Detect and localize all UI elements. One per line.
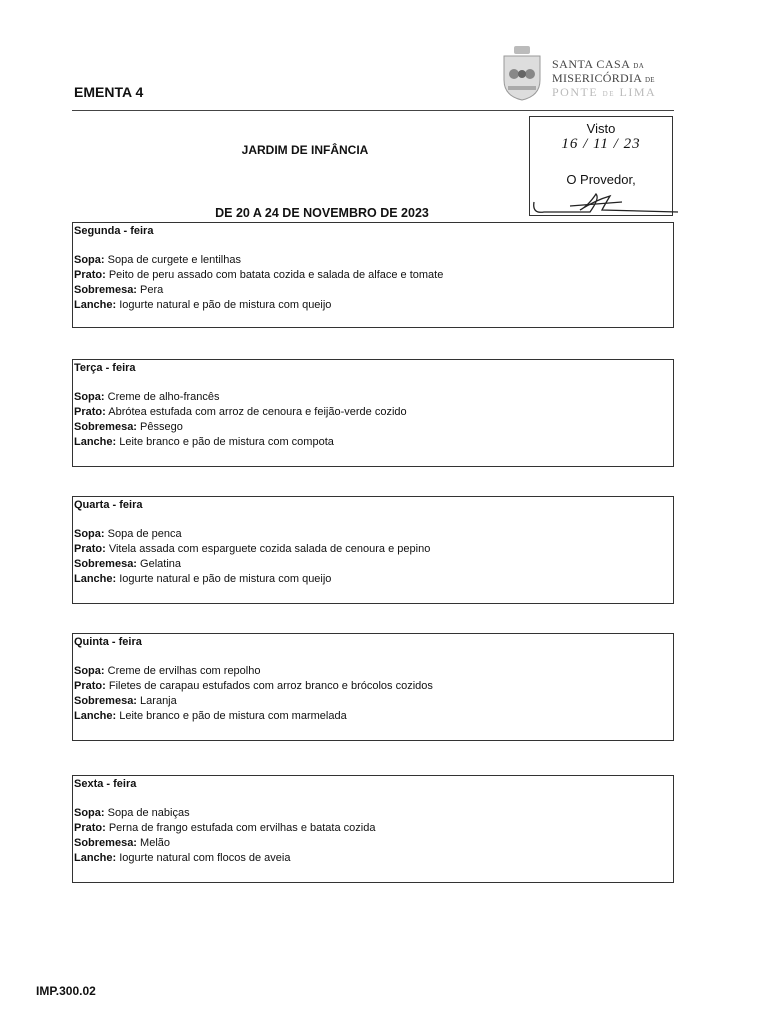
meal-sobremesa: Sobremesa: Pêssego	[74, 421, 183, 433]
header-divider	[72, 110, 674, 111]
meal-sobremesa: Sobremesa: Laranja	[74, 695, 177, 707]
day-box-wednesday	[72, 496, 674, 604]
meal-sopa: Sopa: Creme de alho-francês	[74, 391, 220, 403]
meal-lanche: Lanche: Iogurte natural com flocos de aveia	[74, 852, 291, 864]
form-code: IMP.300.02	[36, 984, 96, 998]
meal-prato: Prato: Peito de peru assado com batata cozida e salada de alface e tomate	[74, 269, 444, 281]
meal-prato: Prato: Filetes de carapau estufados com arroz branco e brócolos cozidos	[74, 680, 433, 692]
day-box-monday	[72, 222, 674, 328]
meal-lanche: Lanche: Iogurte natural e pão de mistura com queijo	[74, 299, 332, 311]
meal-sopa: Sopa: Sopa de curgete e lentilhas	[74, 254, 241, 266]
meal-sobremesa: Sobremesa: Melão	[74, 837, 171, 849]
meal-prato: Prato: Abrótea estufada com arroz de cenoura e feijão-verde cozido	[74, 406, 407, 418]
logo-text-line1-small: DA	[633, 62, 645, 70]
crest-icon	[498, 44, 546, 102]
day-name: Terça - feira	[74, 362, 136, 374]
logo-text-line3-small: DE	[602, 90, 616, 98]
meal-sobremesa: Sobremesa: Pera	[74, 284, 164, 296]
meal-sobremesa: Sobremesa: Gelatina	[74, 558, 182, 570]
day-box-friday	[72, 775, 674, 883]
day-name: Quarta - feira	[74, 499, 143, 511]
school-name: JARDIM DE INFÂNCIA	[241, 143, 369, 157]
meal-sopa: Sopa: Creme de ervilhas com repolho	[74, 665, 261, 677]
logo-text-line2-small: DE	[644, 76, 655, 84]
meal-sopa: Sopa: Sopa de nabiças	[74, 807, 190, 819]
logo-text-line2: MISERICÓRDIA	[552, 71, 642, 85]
day-name: Quinta - feira	[74, 636, 142, 648]
week-date-range: DE 20 A 24 DE NOVEMBRO DE 2023	[215, 206, 429, 220]
meal-prato: Prato: Perna de frango estufada com ervilhas e batata cozida	[74, 822, 376, 834]
logo-text-line1: SANTA CASA	[552, 57, 630, 71]
approval-provedor-label: O Provedor,	[566, 172, 636, 187]
logo-text-line3c: LIMA	[619, 85, 657, 99]
meal-lanche: Lanche: Leite branco e pão de mistura com marmelada	[74, 710, 347, 722]
menu-number-title: EMENTA 4	[74, 84, 144, 100]
day-box-thursday	[72, 633, 674, 741]
approval-visto-label: Visto	[586, 121, 616, 136]
meal-lanche: Lanche: Iogurte natural e pão de mistura com queijo	[74, 573, 332, 585]
institution-logo	[496, 44, 676, 104]
day-name: Sexta - feira	[74, 778, 137, 790]
day-name: Segunda - feira	[74, 225, 154, 237]
day-box-tuesday	[72, 359, 674, 467]
meal-lanche: Lanche: Leite branco e pão de mistura com compota	[74, 436, 334, 448]
meal-prato: Prato: Vitela assada com esparguete cozida salada de cenoura e pepino	[74, 543, 431, 555]
approval-date: 16 / 11 / 23	[561, 136, 641, 152]
meal-sopa: Sopa: Sopa de penca	[74, 528, 182, 540]
signature-icon	[530, 188, 680, 218]
logo-text-line3a: PONTE	[552, 85, 599, 99]
